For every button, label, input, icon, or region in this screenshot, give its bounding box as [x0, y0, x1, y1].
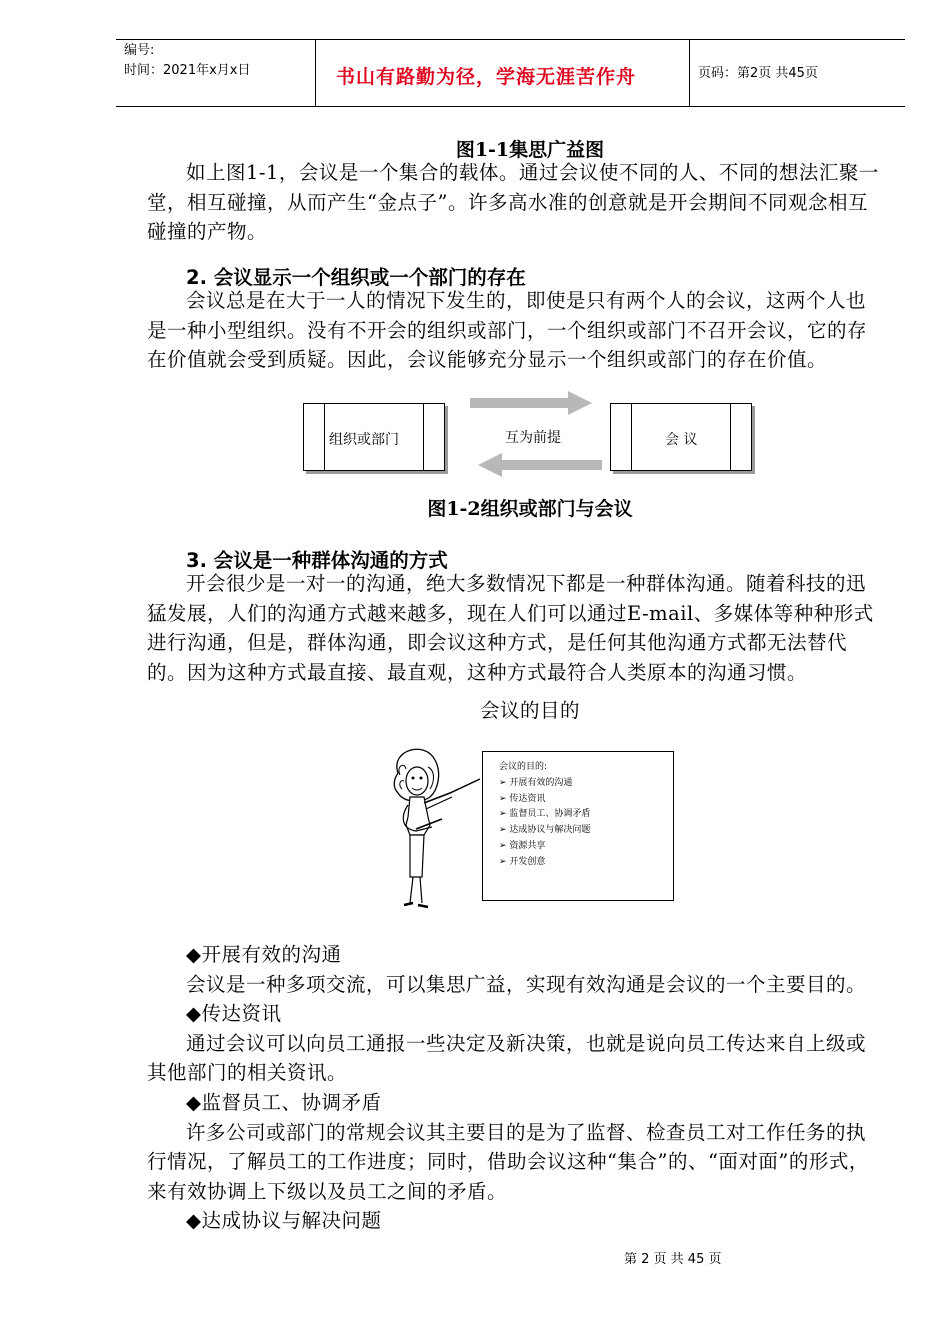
- slide-item: ➢ 开发创意: [499, 855, 590, 871]
- arrow-label: 互为前提: [505, 430, 561, 446]
- header-motto: 书山有路勤为径，学海无涯苦作舟: [336, 66, 637, 88]
- purposes-list: [147, 940, 882, 1236]
- section3-heading: 3. 会议是一种群体沟通的方式: [186, 549, 448, 572]
- purpose-title-3: ◆监督员工、协调矛盾: [186, 1090, 382, 1114]
- purpose-title-2: ◆传达资讯: [186, 1002, 282, 1026]
- purpose-text-2: 通过会议可以向员工通报一些决定及新决策，也就是说向员工传达来自上级或其他部门的相关资讯。: [147, 1031, 867, 1085]
- paragraph-3: 开会很少是一对一的沟通，绝大多数情况下都是一种群体沟通。随着科技的迅猛发展，人们的沟通方式越来越多，现在人们可以通过E-mail、多媒体等种种形式进行沟通，但是，群体沟通，即会议这种方式，是任何其他沟通方式都无法替代的。因为这种方式最直接、最直观，这种方式最符合人类原本的沟通习惯。: [147, 572, 874, 684]
- purpose-title-1: ◆开展有效的沟通: [186, 943, 342, 966]
- paragraph-2: 会议总是在大于一人的情况下发生的，即使是只有两个人的会议，这两个人也是一种小型组织。没有不开会的组织或部门，一个组织或部门不召开会议，它的存在价值就会受到质疑。因此，会议能够充分显示一个组织或部门的存在价值。: [147, 289, 868, 372]
- figure1-caption: 图1-1集思广益图: [455, 139, 605, 161]
- slide-item: ➢ 监督员工、协调矛盾: [499, 807, 590, 823]
- purpose-text-1: 会议是一种多项交流，可以集思广益，实现有效沟通是会议的一个主要目的。: [186, 972, 867, 996]
- figure2-caption: 图1-2组织或部门与会议: [427, 498, 633, 520]
- slide-item: ➢ 资源共享: [499, 839, 590, 855]
- header-time: 时间：2021年x月x日: [124, 63, 251, 78]
- figure3-title: 会议的目的: [479, 699, 580, 722]
- meeting-box-label: 会 议: [665, 432, 698, 448]
- page-footer: 第 2 页 共 45 页: [624, 1252, 722, 1267]
- presenter-illustration: [380, 745, 490, 915]
- right-arrow-icon: [470, 391, 592, 415]
- purpose-title-4: ◆达成协议与解决问题: [186, 1209, 382, 1233]
- slide-title: 会议的目的:: [499, 762, 548, 772]
- paragraph-1: 如上图1-1，会议是一个集合的载体。通过会议使不同的人、不同的想法汇聚一堂，相互碰撞，从而产生“金点子”。许多高水准的创意就是开会期间不同观念相互碰撞的产物。: [147, 161, 879, 244]
- section2-heading: 2. 会议显示一个组织或一个部门的存在: [186, 266, 526, 289]
- slide-item: ➢ 达成协议与解决问题: [499, 823, 590, 839]
- left-arrow-icon: [478, 453, 602, 477]
- purpose-text-3: 许多公司或部门的常规会议其主要目的是为了监督、检查员工对工作任务的执行情况，了解员工的工作进度；同时，借助会议这种“集合”的、“面对面”的形式，来有效协调上下级以及员工之间的矛盾。: [147, 1120, 869, 1203]
- org-box: [303, 403, 445, 471]
- meeting-box: [610, 403, 752, 471]
- org-box-label: 组织或部门: [329, 432, 399, 448]
- slide-item: ➢ 传达资讯: [499, 792, 590, 808]
- purpose-slide: [482, 751, 674, 901]
- slide-item: ➢ 开展有效的沟通: [499, 776, 590, 792]
- header-number: 编号:: [124, 43, 155, 58]
- header-page: 页码：第2页 共45页: [698, 66, 818, 81]
